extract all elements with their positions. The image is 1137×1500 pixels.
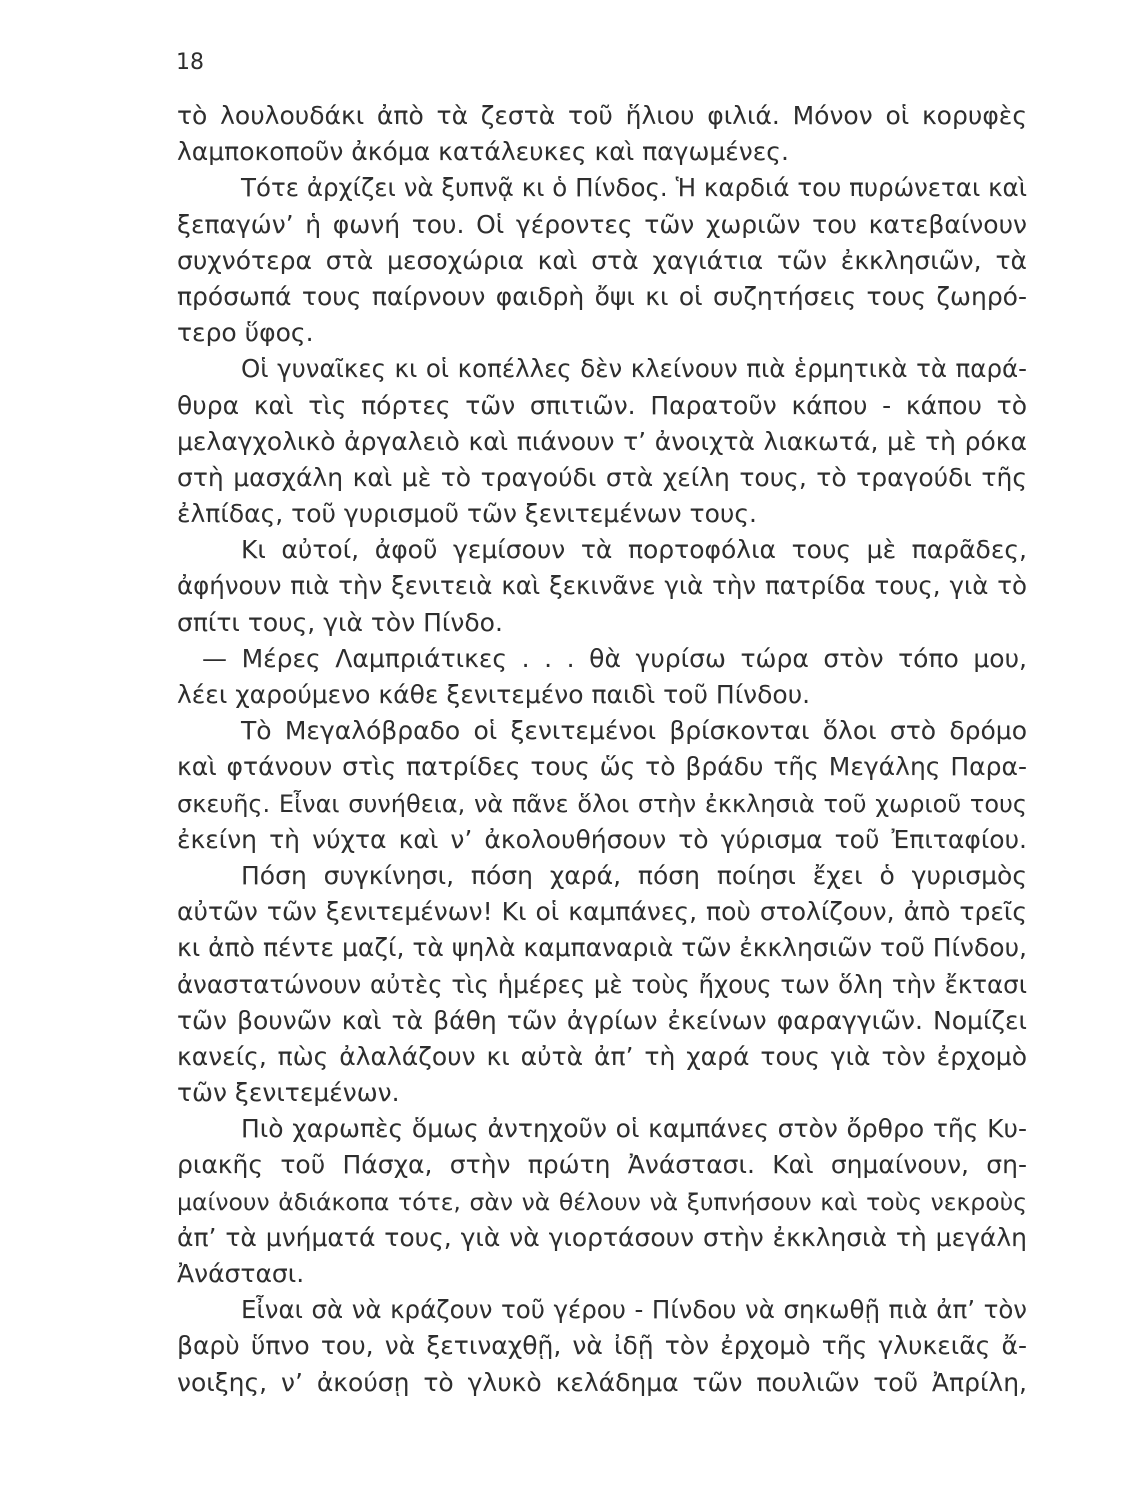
text-line: πρόσωπά τους παίρνουν φαιδρὴ ὄψι κι οἱ συζητήσεις τους ζωηρό- [177,281,1027,311]
text-line: ξεπαγών’ ἡ φωνή του. Οἱ γέροντες τῶν χωριῶν του κατεβαίνουν [177,209,1027,239]
text-line: καὶ φτάνουν στὶς πατρίδες τους ὥς τὸ βράδυ τῆς Μεγάλης Παρα- [177,752,1027,782]
text-line: τερο ὕφος. [177,318,314,348]
text-line: συχνότερα στὰ μεσοχώρια καὶ στὰ χαγιάτια τῶν ἐκκλησιῶν, τὰ [177,245,1027,275]
text-line: λέει χαρούμενο κάθε ξενιτεμένο παιδὶ τοῦ Πίνδου. [177,680,811,709]
text-line: μαίνουν ἀδιάκοπα τότε, σὰν νὰ θέλουν νὰ ξυπνήσουν καὶ τοὺς νεκροὺς [177,1187,1027,1216]
text-line: σκευῆς. Εἶναι συνήθεια, νὰ πᾶνε ὅλοι στὴν ἐκκλησιὰ τοῦ χωριοῦ τους [177,789,1027,818]
text-line: νοιξης, ν’ ἀκούσῃ τὸ γλυκὸ κελάδημα τῶν πουλιῶν τοῦ Ἀπρίλη, [177,1367,1027,1397]
text-line: βαρὺ ὕπνο του, νὰ ξετιναχθῇ, νὰ ἰδῇ τὸν ἐρχομὸ τῆς γλυκειᾶς ἄ- [177,1331,1027,1361]
text-line: ἐκείνη τὴ νύχτα καὶ ν’ ἀκολουθήσουν τὸ γύρισμα τοῦ Ἐπιταφίου. [177,824,1027,854]
body-text [177,98,1027,1401]
text-line: Πόση συγκίνησι, πόση χαρά, πόση ποίησι ἔχει ὁ γυρισμὸς [241,860,1027,890]
text-line: κανείς, πὼς ἀλαλάζουν κι αὐτὰ ἀπ’ τὴ χαρά τους γιὰ τὸν ἐρχομὸ [177,1041,1027,1071]
page-number: 18 [176,50,204,75]
text-line: κι ἀπὸ πέντε μαζί, τὰ ψηλὰ καμπαναριὰ τῶν ἐκκλησιῶν τοῦ Πίνδου, [177,933,1027,963]
text-line: τὸ λουλουδάκι ἀπὸ τὰ ζεστὰ τοῦ ἥλιου φιλιά. Μόνον οἱ κορυφὲς [177,101,1027,130]
text-line: Τότε ἀρχίζει νὰ ξυπνᾷ κι ὁ Πίνδος. Ἡ καρδιά του πυρώνεται καὶ [241,173,1027,203]
text-line: μελαγχολικὸ ἀργαλειὸ καὶ πιάνουν τ’ ἀνοιχτὰ λιακωτά, μὲ τὴ ρόκα [177,426,1027,456]
text-line: Πιὸ χαρωπὲς ὅμως ἀντηχοῦν οἱ καμπάνες στὸν ὄρθρο τῆς Κυ- [241,1114,1027,1144]
text-line: ἀπ’ τὰ μνήματά τους, γιὰ νὰ γιορτάσουν στὴν ἐκκλησιὰ τὴ μεγάλη [177,1222,1027,1252]
text-line: — Μέρες Λαμπριάτικες . . . θὰ γυρίσω τώρα στὸν τόπο μου, [202,643,1027,673]
text-line: Τὸ Μεγαλόβραδο οἱ ξενιτεμένοι βρίσκονται ὅλοι στὸ δρόμο [241,716,1027,746]
text-line: λαμποκοποῦν ἀκόμα κατάλευκες καὶ παγωμένες. [177,137,789,167]
text-line: ριακῆς τοῦ Πάσχα, στὴν πρώτη Ἀνάστασι. Καὶ σημαίνουν, ση- [177,1150,1027,1180]
text-line: ἀφήνουν πιὰ τὴν ξενιτειὰ καὶ ξεκινᾶνε γιὰ τὴν πατρίδα τους, γιὰ τὸ [177,571,1027,601]
text-line: Εἶναι σὰ νὰ κράζουν τοῦ γέρου - Πίνδου νὰ σηκωθῇ πιὰ ἀπ’ τὸν [241,1295,1027,1325]
text-line: τῶν βουνῶν καὶ τὰ βάθη τῶν ἀγρίων ἐκείνων φαραγγιῶν. Νομίζει [177,1005,1027,1035]
text-line: θυρα καὶ τὶς πόρτες τῶν σπιτιῶν. Παρατοῦν κάπου - κάπου τὸ [177,390,1027,420]
text-line: ἀναστατώνουν αὐτὲς τὶς ἡμέρες μὲ τοὺς ἤχους των ὅλη τὴν ἔκτασι [177,969,1027,999]
text-line: Κι αὐτοί, ἀφοῦ γεμίσουν τὰ πορτοφόλια τους μὲ παρᾶδες, [241,535,1027,565]
text-line: στὴ μασχάλη καὶ μὲ τὸ τραγούδι στὰ χείλη τους, τὸ τραγούδι τῆς [177,462,1027,492]
text-line: ἐλπίδας, τοῦ γυρισμοῦ τῶν ξενιτεμένων τους. [177,499,757,529]
text-line: Ἀνάστασι. [177,1259,305,1288]
text-line: σπίτι τους, γιὰ τὸν Πίνδο. [177,607,503,637]
text-line: τῶν ξενιτεμένων. [177,1078,400,1108]
text-line: Οἱ γυναῖκες κι οἱ κοπέλλες δὲν κλείνουν πιὰ ἑρμητικὰ τὰ παρά- [241,354,1027,384]
text-line: αὐτῶν τῶν ξενιτεμένων! Κι οἱ καμπάνες, ποὺ στολίζουν, ἀπὸ τρεῖς [177,897,1027,927]
